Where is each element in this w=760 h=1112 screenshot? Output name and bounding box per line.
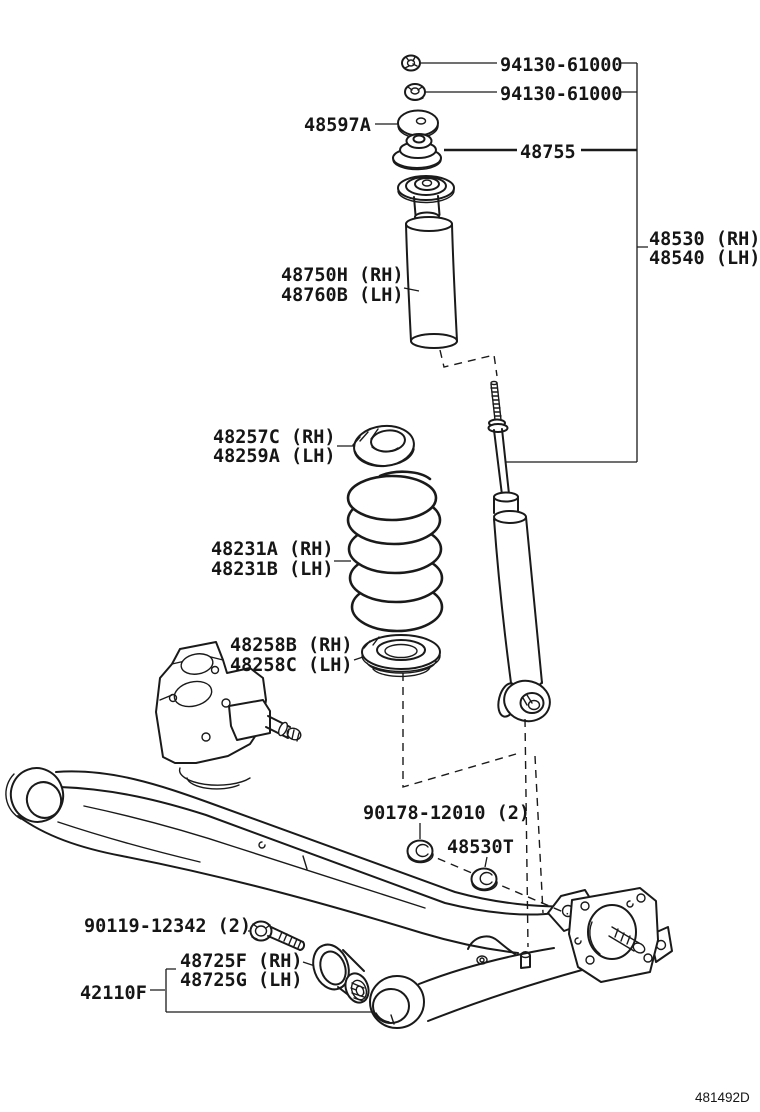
part-label-48725G-lh[interactable]: 48725G (LH) bbox=[180, 970, 303, 991]
shock-washer-drawing bbox=[472, 869, 498, 891]
part-label-48231B-lh[interactable]: 48231B (LH) bbox=[211, 559, 334, 580]
bushing-bolt-drawing bbox=[251, 922, 305, 951]
support-drawing bbox=[393, 134, 441, 170]
coil-spring-drawing bbox=[348, 472, 442, 631]
figure-code: 481492D bbox=[695, 1090, 750, 1105]
part-label-48750H-rh[interactable]: 48750H (RH) bbox=[281, 265, 404, 286]
part-label-48760B-lh[interactable]: 48760B (LH) bbox=[281, 285, 404, 306]
part-label-48597A[interactable]: 48597A bbox=[304, 115, 371, 136]
nut-1-drawing bbox=[402, 56, 420, 71]
alignment-dash-cover bbox=[440, 350, 497, 376]
nut-2-drawing bbox=[405, 84, 425, 100]
part-label-48258B-rh[interactable]: 48258B (RH) bbox=[230, 635, 353, 656]
part-label-48259A-lh[interactable]: 48259A (LH) bbox=[213, 446, 336, 467]
part-label-48257C-rh[interactable]: 48257C (RH) bbox=[213, 427, 336, 448]
upper-insulator-drawing bbox=[352, 423, 416, 469]
part-label-90178-12010[interactable]: 90178-12010 (2) bbox=[363, 803, 531, 824]
lower-insulator-drawing bbox=[362, 635, 440, 676]
part-label-48725F-rh[interactable]: 48725F (RH) bbox=[180, 951, 303, 972]
part-label-42110F[interactable]: 42110F bbox=[80, 983, 147, 1004]
dust-cover-drawing bbox=[398, 176, 457, 348]
part-label-48258C-lh[interactable]: 48258C (LH) bbox=[230, 655, 353, 676]
part-label-48530-rh[interactable]: 48530 (RH) bbox=[649, 229, 760, 250]
part-label-90119-12342[interactable]: 90119-12342 (2) bbox=[84, 916, 252, 937]
part-label-48231A-rh[interactable]: 48231A (RH) bbox=[211, 539, 334, 560]
bushing-drawing bbox=[307, 940, 372, 1006]
part-label-94130-61000-a[interactable]: 94130-61000 bbox=[500, 55, 623, 76]
part-label-48530T[interactable]: 48530T bbox=[447, 837, 514, 858]
shock-nut-drawing bbox=[408, 841, 434, 863]
shock-absorber-drawing bbox=[489, 381, 555, 726]
part-label-94130-61000-b[interactable]: 94130-61000 bbox=[500, 84, 623, 105]
part-label-48540-lh[interactable]: 48540 (LH) bbox=[649, 248, 760, 269]
part-label-48755[interactable]: 48755 bbox=[520, 142, 576, 163]
